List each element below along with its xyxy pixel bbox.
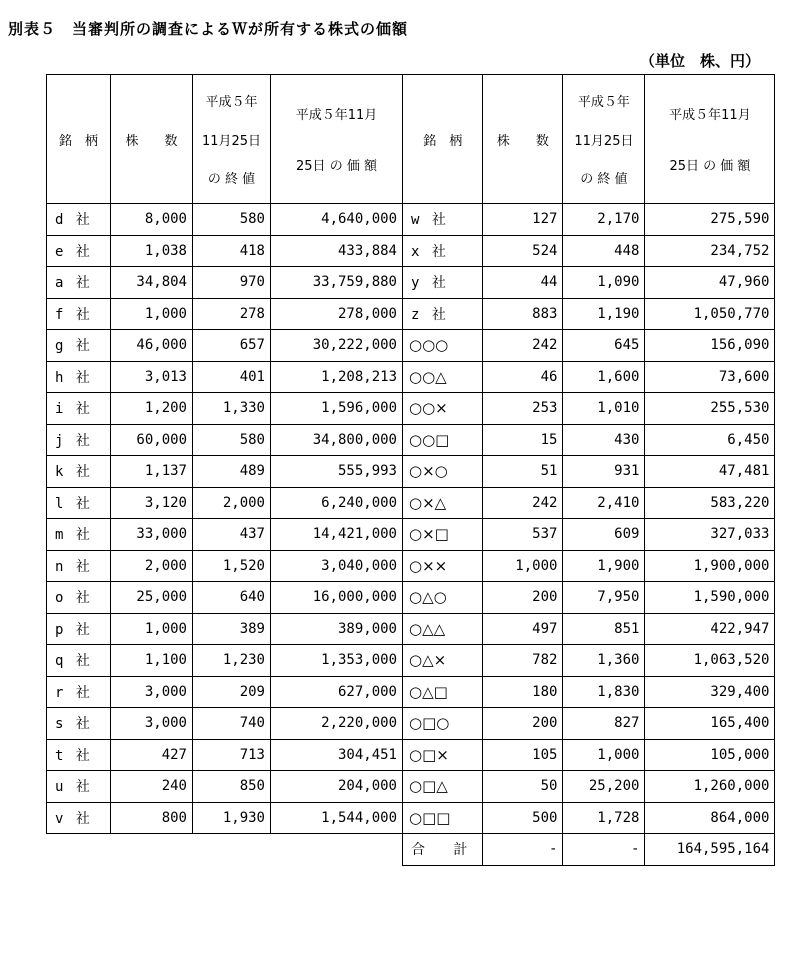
brand-cell: ○△△ [403,613,483,645]
shares-cell: 242 [483,330,563,362]
close-price-cell: 580 [193,204,271,236]
header-value: 平成５年11月 25日 の 価 額 [271,75,403,204]
brand-cell: n 社 [47,550,111,582]
close-price-cell: 713 [193,739,271,771]
value-cell: 1,050,770 [645,298,775,330]
close-price-cell: 7,950 [563,582,645,614]
value-cell: 1,544,000 [271,802,403,834]
table-row [47,519,775,551]
table-row [47,330,775,362]
header-brand: 銘 柄 [47,75,111,204]
value-cell: 389,000 [271,613,403,645]
table-row [47,613,775,645]
brand-cell: z 社 [403,298,483,330]
shares-cell: 3,000 [111,708,193,740]
total-row [47,834,775,866]
close-price-cell: 657 [193,330,271,362]
value-cell: 105,000 [645,739,775,771]
total-close: - [563,834,645,866]
value-cell: 234,752 [645,235,775,267]
brand-cell: ○□△ [403,771,483,803]
close-price-cell: 401 [193,361,271,393]
close-price-cell: 437 [193,519,271,551]
table-row [47,456,775,488]
brand-cell: h 社 [47,361,111,393]
table-body [47,204,775,866]
close-price-cell: 2,170 [563,204,645,236]
close-price-cell: 278 [193,298,271,330]
shares-cell: 3,120 [111,487,193,519]
value-cell: 33,759,880 [271,267,403,299]
value-cell: 327,033 [645,519,775,551]
brand-cell: u 社 [47,771,111,803]
shares-cell: 782 [483,645,563,677]
table-row [47,771,775,803]
stock-value-table [46,74,775,866]
header-value-right: 平成５年11月 25日 の 価 額 [645,75,775,204]
brand-cell: j 社 [47,424,111,456]
brand-cell: ○△× [403,645,483,677]
header-brand-right: 銘 柄 [403,75,483,204]
value-cell: 864,000 [645,802,775,834]
shares-cell: 497 [483,613,563,645]
close-price-cell: 1,900 [563,550,645,582]
value-cell: 1,260,000 [645,771,775,803]
value-cell: 304,451 [271,739,403,771]
close-price-cell: 418 [193,235,271,267]
close-price-cell: 1,330 [193,393,271,425]
table-row [47,424,775,456]
brand-cell: ○○□ [403,424,483,456]
value-cell: 156,090 [645,330,775,362]
shares-cell: 240 [111,771,193,803]
close-price-cell: 850 [193,771,271,803]
value-cell: 329,400 [645,676,775,708]
value-cell: 555,993 [271,456,403,488]
header-close: 平成５年 11月25日 の 終 値 [193,75,271,204]
close-price-cell: 448 [563,235,645,267]
value-cell: 627,000 [271,676,403,708]
shares-cell: 1,000 [111,298,193,330]
shares-cell: 46,000 [111,330,193,362]
brand-cell: r 社 [47,676,111,708]
unit-label: （単位 株、円） [639,52,760,70]
brand-cell: f 社 [47,298,111,330]
shares-cell: 105 [483,739,563,771]
brand-cell: p 社 [47,613,111,645]
value-cell: 1,596,000 [271,393,403,425]
header-shares: 株 数 [111,75,193,204]
brand-cell: t 社 [47,739,111,771]
table-row [47,645,775,677]
brand-cell: ○○× [403,393,483,425]
close-price-cell: 1,728 [563,802,645,834]
shares-cell: 883 [483,298,563,330]
value-cell: 4,640,000 [271,204,403,236]
value-cell: 47,960 [645,267,775,299]
table-row [47,235,775,267]
value-cell: 255,530 [645,393,775,425]
total-shares: - [483,834,563,866]
value-cell: 34,800,000 [271,424,403,456]
shares-cell: 524 [483,235,563,267]
brand-cell: i 社 [47,393,111,425]
close-price-cell: 2,410 [563,487,645,519]
shares-cell: 427 [111,739,193,771]
table-row [47,361,775,393]
close-price-cell: 1,090 [563,267,645,299]
value-cell: 14,421,000 [271,519,403,551]
close-price-cell: 1,520 [193,550,271,582]
value-cell: 422,947 [645,613,775,645]
brand-cell: q 社 [47,645,111,677]
close-price-cell: 2,000 [193,487,271,519]
table-row [47,550,775,582]
close-price-cell: 1,930 [193,802,271,834]
brand-cell: o 社 [47,582,111,614]
value-cell: 165,400 [645,708,775,740]
brand-cell: ○×× [403,550,483,582]
brand-cell: ○×○ [403,456,483,488]
brand-cell: x 社 [403,235,483,267]
table-row [47,267,775,299]
close-price-cell: 1,360 [563,645,645,677]
value-cell: 1,063,520 [645,645,775,677]
shares-cell: 200 [483,582,563,614]
brand-cell: ○□× [403,739,483,771]
close-price-cell: 640 [193,582,271,614]
blank-cell [271,834,403,866]
shares-cell: 537 [483,519,563,551]
shares-cell: 34,804 [111,267,193,299]
value-cell: 3,040,000 [271,550,403,582]
brand-cell: e 社 [47,235,111,267]
close-price-cell: 209 [193,676,271,708]
value-cell: 583,220 [645,487,775,519]
brand-cell: s 社 [47,708,111,740]
brand-cell: v 社 [47,802,111,834]
table-row [47,582,775,614]
close-price-cell: 489 [193,456,271,488]
shares-cell: 33,000 [111,519,193,551]
shares-cell: 15 [483,424,563,456]
total-value: 164,595,164 [645,834,775,866]
table-row [47,802,775,834]
close-price-cell: 430 [563,424,645,456]
table-row [47,739,775,771]
close-price-cell: 970 [193,267,271,299]
value-cell: 1,353,000 [271,645,403,677]
close-price-cell: 1,000 [563,739,645,771]
close-price-cell: 389 [193,613,271,645]
close-price-cell: 1,190 [563,298,645,330]
close-price-cell: 25,200 [563,771,645,803]
value-cell: 1,590,000 [645,582,775,614]
shares-cell: 2,000 [111,550,193,582]
brand-cell: ○△□ [403,676,483,708]
close-price-cell: 827 [563,708,645,740]
brand-cell: d 社 [47,204,111,236]
blank-cell [111,834,193,866]
blank-cell [47,834,111,866]
shares-cell: 1,000 [111,613,193,645]
shares-cell: 3,013 [111,361,193,393]
shares-cell: 127 [483,204,563,236]
header-row [47,75,775,204]
brand-cell: ○□○ [403,708,483,740]
table-row [47,676,775,708]
table-row [47,298,775,330]
shares-cell: 25,000 [111,582,193,614]
shares-cell: 1,137 [111,456,193,488]
shares-cell: 500 [483,802,563,834]
table-row [47,393,775,425]
shares-cell: 800 [111,802,193,834]
value-cell: 1,900,000 [645,550,775,582]
header-shares-right: 株 数 [483,75,563,204]
value-cell: 73,600 [645,361,775,393]
close-price-cell: 851 [563,613,645,645]
value-cell: 433,884 [271,235,403,267]
shares-cell: 60,000 [111,424,193,456]
shares-cell: 8,000 [111,204,193,236]
table-row [47,708,775,740]
table-row [47,204,775,236]
brand-cell: a 社 [47,267,111,299]
table-row [47,487,775,519]
shares-cell: 3,000 [111,676,193,708]
value-cell: 278,000 [271,298,403,330]
shares-cell: 51 [483,456,563,488]
brand-cell: ○○○ [403,330,483,362]
shares-cell: 46 [483,361,563,393]
close-price-cell: 645 [563,330,645,362]
blank-cell [193,834,271,866]
brand-cell: y 社 [403,267,483,299]
close-price-cell: 1,600 [563,361,645,393]
brand-cell: g 社 [47,330,111,362]
close-price-cell: 580 [193,424,271,456]
value-cell: 47,481 [645,456,775,488]
shares-cell: 242 [483,487,563,519]
value-cell: 30,222,000 [271,330,403,362]
shares-cell: 180 [483,676,563,708]
close-price-cell: 609 [563,519,645,551]
shares-cell: 1,100 [111,645,193,677]
value-cell: 1,208,213 [271,361,403,393]
shares-cell: 1,038 [111,235,193,267]
brand-cell: ○○△ [403,361,483,393]
brand-cell: ○□□ [403,802,483,834]
shares-cell: 1,200 [111,393,193,425]
shares-cell: 50 [483,771,563,803]
value-cell: 2,220,000 [271,708,403,740]
value-cell: 6,240,000 [271,487,403,519]
brand-cell: ○△○ [403,582,483,614]
shares-cell: 44 [483,267,563,299]
close-price-cell: 1,830 [563,676,645,708]
shares-cell: 1,000 [483,550,563,582]
brand-cell: l 社 [47,487,111,519]
header-close-right: 平成５年 11月25日 の 終 値 [563,75,645,204]
value-cell: 6,450 [645,424,775,456]
close-price-cell: 740 [193,708,271,740]
value-cell: 204,000 [271,771,403,803]
value-cell: 16,000,000 [271,582,403,614]
total-label: 合 計 [403,834,483,866]
document-title: 別表５ 当審判所の調査によるＷが所有する株式の価額 [8,20,409,38]
close-price-cell: 1,010 [563,393,645,425]
brand-cell: k 社 [47,456,111,488]
brand-cell: ○×△ [403,487,483,519]
close-price-cell: 931 [563,456,645,488]
shares-cell: 200 [483,708,563,740]
value-cell: 275,590 [645,204,775,236]
shares-cell: 253 [483,393,563,425]
brand-cell: m 社 [47,519,111,551]
brand-cell: w 社 [403,204,483,236]
close-price-cell: 1,230 [193,645,271,677]
brand-cell: ○×□ [403,519,483,551]
